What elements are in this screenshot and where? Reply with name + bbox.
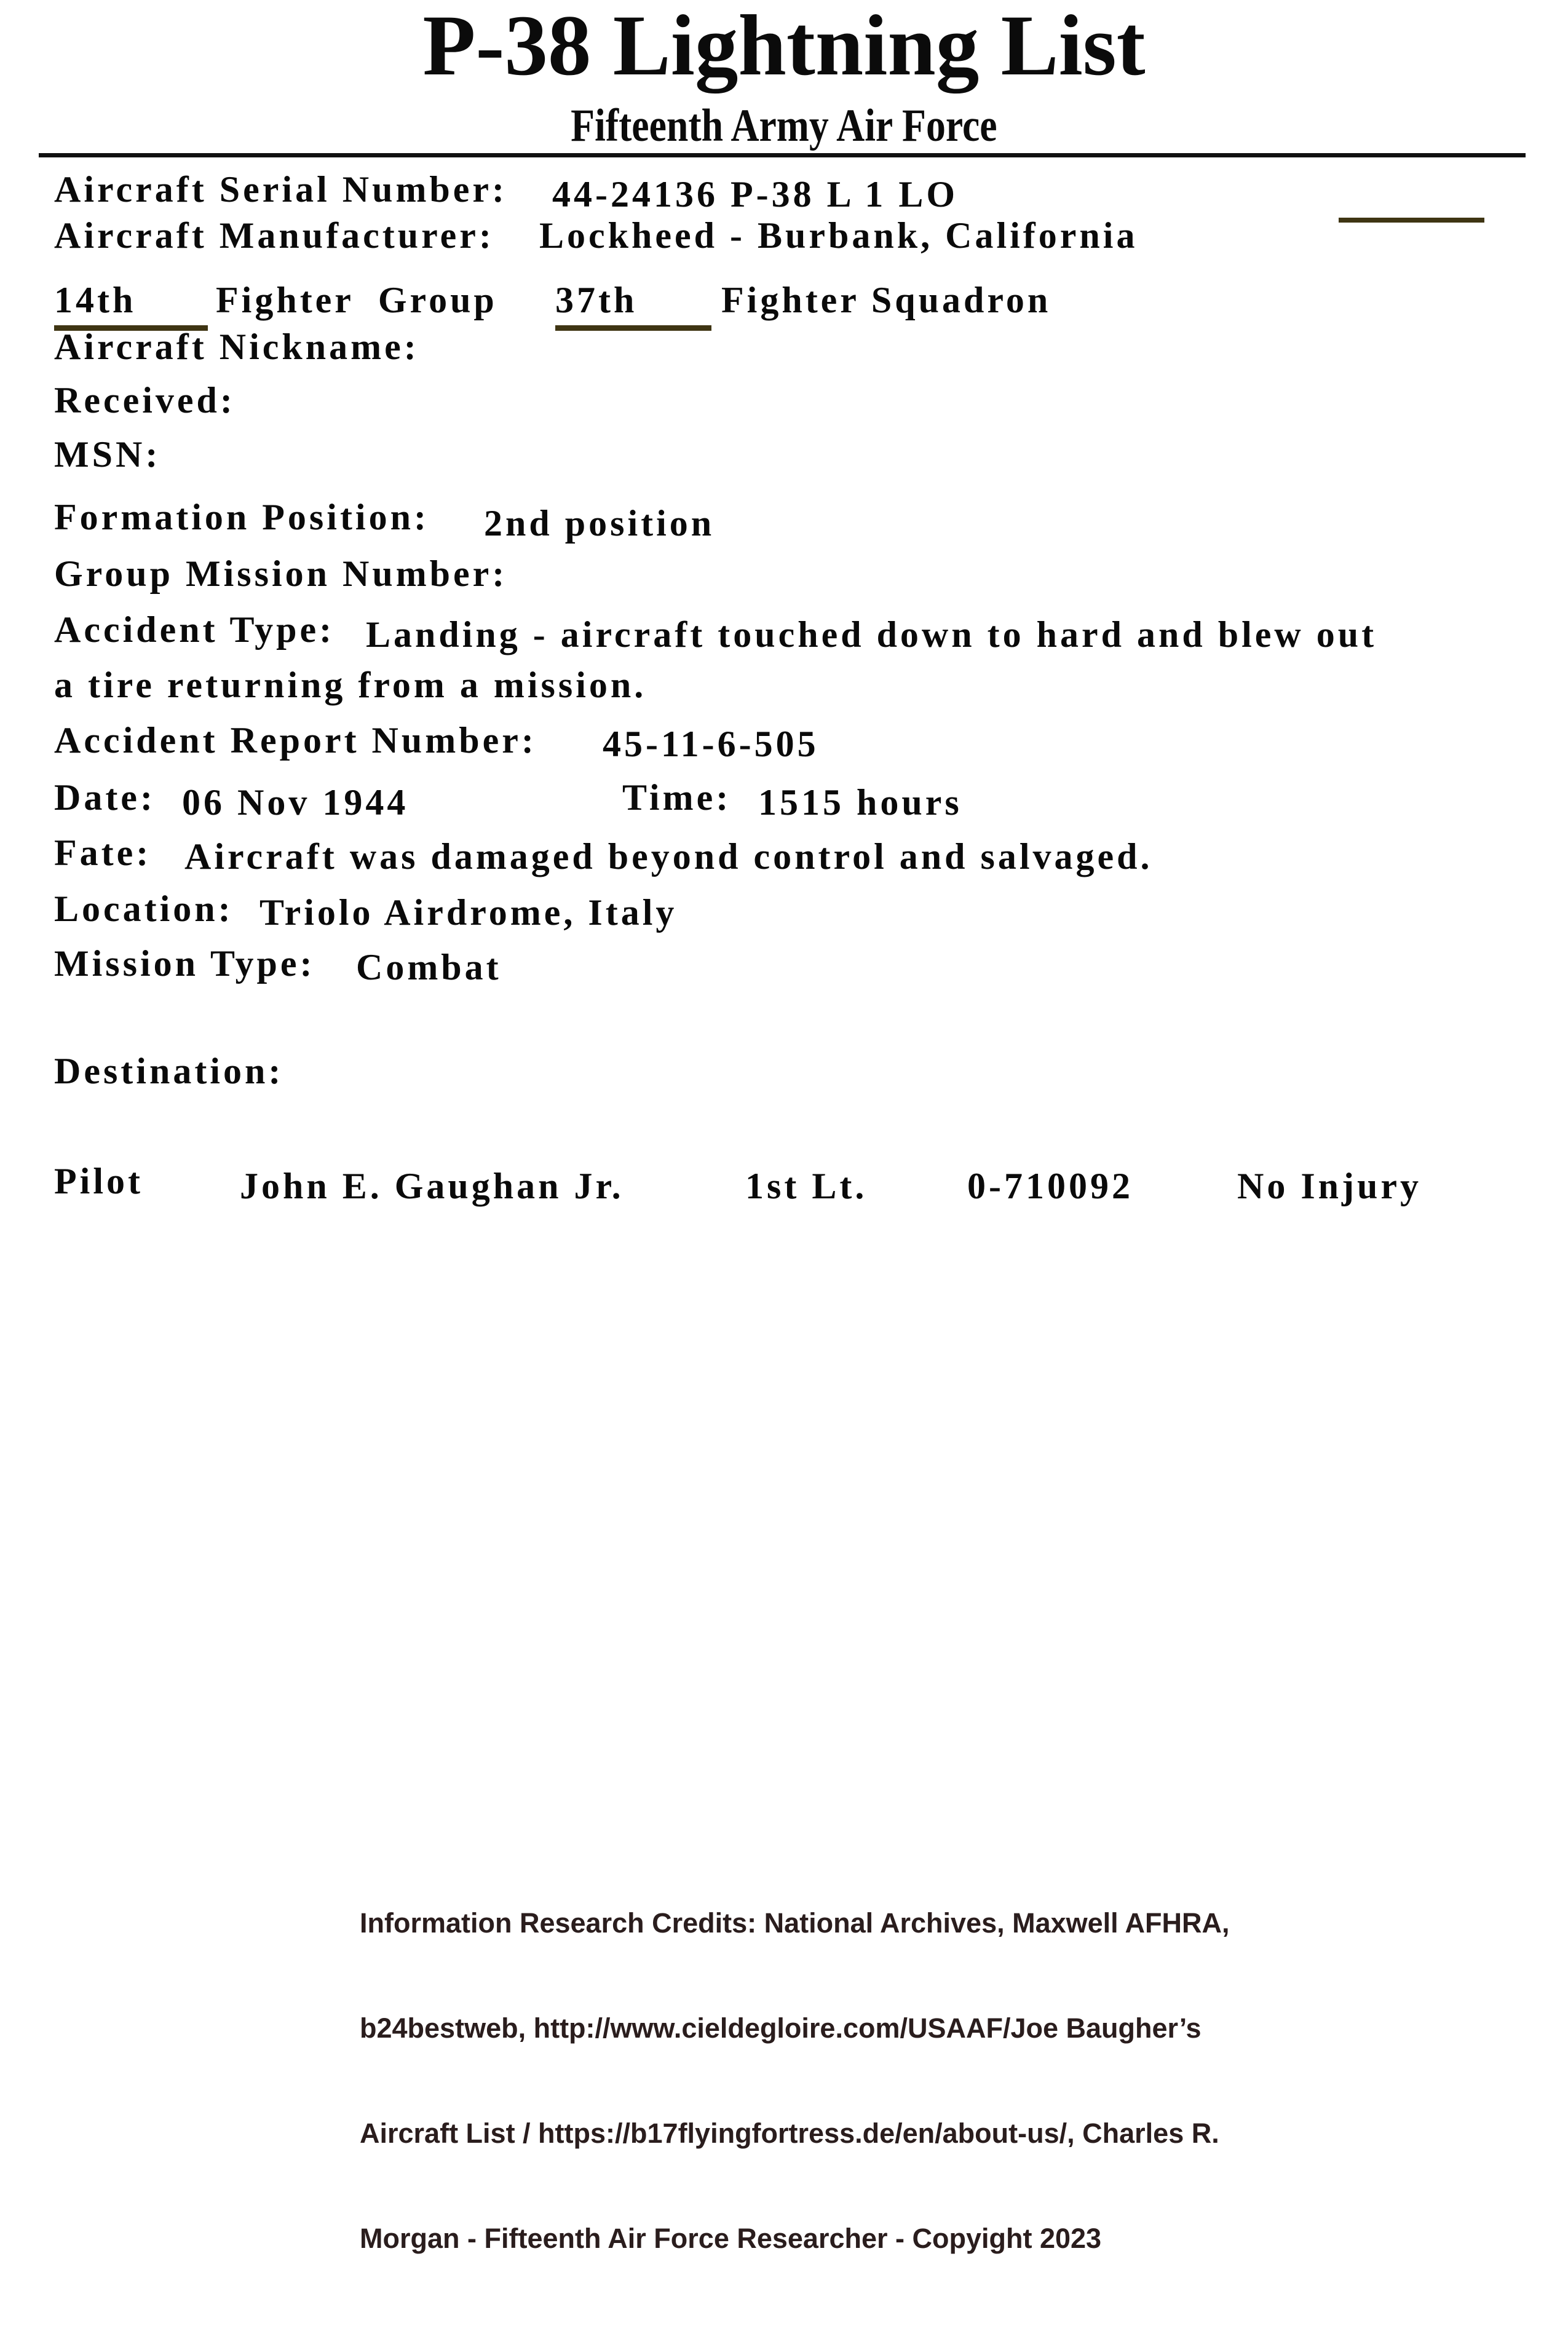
fate-value: Aircraft was damaged beyond control and salvaged. (184, 836, 1153, 877)
pilot-serial-number: 0-710092 (967, 1166, 1133, 1206)
pilot-name: John E. Gaughan Jr. (240, 1166, 624, 1206)
pilot-label: Pilot (54, 1161, 143, 1201)
fighter-squadron-label: Fighter Squadron (721, 280, 1051, 320)
mission-type-label: Mission Type: (54, 943, 315, 984)
accident-type-value-continued: a tire returning from a mission. (54, 665, 647, 705)
footer-line-3: Aircraft List / https://b17flyingfortress.de/en/about-us/, Charles R. (360, 2118, 1219, 2149)
time-value: 1515 hours (758, 782, 962, 823)
group-squadron-line (54, 282, 1542, 332)
doc-subtitle-wrap (0, 100, 1568, 151)
date-value: 06 Nov 1944 (182, 782, 409, 823)
pilot-rank: 1st Lt. (745, 1166, 868, 1206)
manufacturer-label: Aircraft Manufacturer: (54, 215, 494, 256)
accident-type-line (54, 611, 1542, 662)
received-label: Received: (54, 380, 236, 421)
location-label: Location: (54, 888, 234, 929)
manufacturer-line (54, 217, 1542, 267)
accident-report-number-value: 45-11-6-505 (603, 724, 819, 764)
pilot-injury-status: No Injury (1237, 1166, 1422, 1206)
destination-line (54, 1053, 1542, 1103)
received-line (54, 382, 1542, 432)
nickname-line (54, 328, 1542, 379)
formation-position-value: 2nd position (484, 503, 715, 544)
nickname-label: Aircraft Nickname: (54, 326, 419, 367)
serial-value: 44-24136 P-38 L 1 LO (552, 174, 959, 215)
footer-credits (360, 1835, 1230, 2326)
location-value: Triolo Airdrome, Italy (259, 892, 678, 933)
formation-position-label: Formation Position: (54, 497, 429, 537)
location-line (54, 890, 1542, 941)
doc-subtitle: Fifteenth Army Air Force (571, 100, 997, 151)
mission-type-line (54, 945, 1542, 995)
time-label: Time: (622, 777, 732, 818)
formation-position-line (54, 499, 1542, 549)
fighter-group-number: 14th (54, 282, 208, 331)
footer-line-4: Morgan - Fifteenth Air Force Researcher - Copyight 2023 (360, 2223, 1102, 2254)
accident-report-number-line (54, 722, 1542, 772)
accident-type-label: Accident Type: (54, 609, 335, 650)
accident-report-number-label: Accident Report Number: (54, 720, 537, 761)
serial-line (54, 171, 1542, 221)
msn-line (54, 436, 1542, 486)
accident-type-line-2 (54, 667, 1542, 717)
fate-label: Fate: (54, 833, 152, 873)
header-rule (39, 153, 1526, 157)
footer-line-1: Information Research Credits: National Archives, Maxwell AFHRA, (360, 1907, 1230, 1939)
footer-line-2: b24bestweb, http://www.cieldegloire.com/USAAF/Joe Baugher’s (360, 2012, 1202, 2044)
fate-line (54, 834, 1542, 885)
date-label: Date: (54, 777, 156, 818)
date-time-line (54, 779, 1542, 829)
manufacturer-value: Lockheed - Burbank, California (539, 215, 1138, 256)
fighter-squadron-number: 37th (555, 282, 711, 331)
fighter-group-label: Fighter Group (216, 280, 497, 320)
group-mission-number-label: Group Mission Number: (54, 553, 508, 594)
pilot-line (54, 1163, 1542, 1213)
group-mission-number-line (54, 555, 1542, 606)
destination-label: Destination: (54, 1051, 284, 1091)
accident-type-value: Landing - aircraft touched down to hard and blew out (366, 614, 1377, 655)
msn-label: MSN: (54, 434, 161, 475)
doc-title: P-38 Lightning List (422, 0, 1146, 93)
serial-label: Aircraft Serial Number: (54, 169, 508, 210)
mission-type-value: Combat (356, 947, 502, 987)
